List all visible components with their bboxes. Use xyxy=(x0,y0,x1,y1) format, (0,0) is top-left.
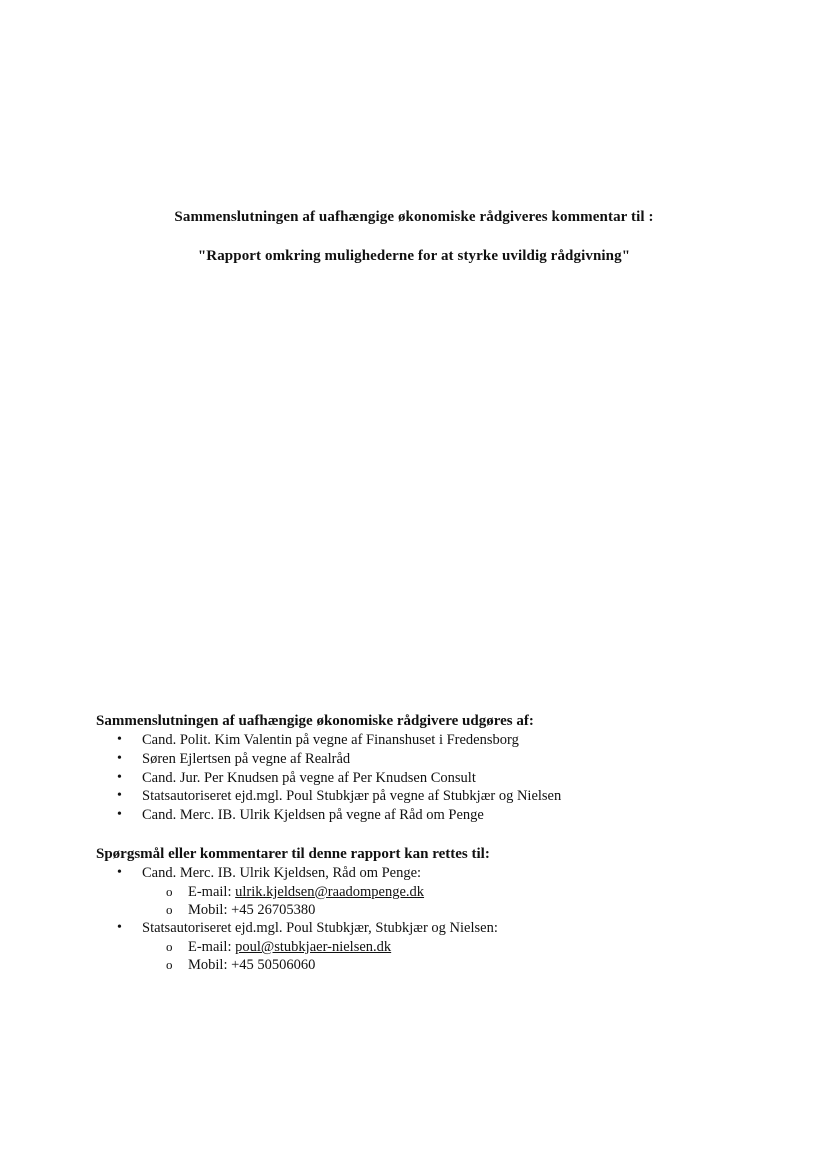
list-item xyxy=(96,731,776,750)
circle-bullet-icon: o xyxy=(166,957,173,973)
member-text: Cand. Polit. Kim Valentin på vegne af Finanshuset i Fredensborg xyxy=(142,732,519,748)
member-text: Søren Ejlertsen på vegne af Realråd xyxy=(142,750,351,767)
contact-list xyxy=(96,864,776,974)
circle-bullet-icon: o xyxy=(166,939,173,954)
contact-name: Statsautoriseret ejd.mgl. Poul Stubkjær, Stubkjær og Nielsen: xyxy=(142,920,498,937)
document-subtitle: "Rapport omkring mulighederne for at styrke uvildig rådgivning" xyxy=(197,248,631,264)
email-link[interactable]: ulrik.kjeldsen@raadompenge.dk xyxy=(235,883,425,900)
email-label: E-mail: xyxy=(188,939,236,955)
member-text: Cand. Jur. Per Knudsen på vegne af Per Knudsen Consult xyxy=(142,769,476,786)
contact-phone-row xyxy=(96,901,776,919)
list-item xyxy=(96,787,776,806)
contact-details xyxy=(142,883,776,919)
email-link[interactable]: poul@stubkjaer-nielsen.dk xyxy=(235,939,392,955)
circle-bullet-icon: o xyxy=(166,902,173,917)
bullet-icon: • xyxy=(117,769,122,785)
contact-phone-row xyxy=(96,956,776,974)
bullet-icon: • xyxy=(117,920,122,936)
contact-email-row xyxy=(96,883,776,901)
circle-bullet-icon: o xyxy=(166,883,173,899)
phone-text: Mobil: +45 50506060 xyxy=(188,957,316,974)
contact-person xyxy=(96,864,776,919)
contact-name: Cand. Merc. IB. Ulrik Kjeldsen, Råd om Penge: xyxy=(142,865,422,881)
bullet-icon: • xyxy=(117,750,122,766)
members-heading: Sammenslutningen af uafhængige økonomiske rådgivere udgøres af: xyxy=(96,713,534,729)
list-item xyxy=(96,750,776,769)
contact-person xyxy=(96,919,776,974)
document-title: Sammenslutningen af uafhængige økonomiske rådgiveres kommentar til : xyxy=(174,209,654,225)
members-section xyxy=(96,712,776,825)
members-list xyxy=(96,731,776,825)
phone-text: Mobil: +45 26705380 xyxy=(188,902,316,918)
contact-details xyxy=(142,938,776,974)
bullet-icon: • xyxy=(117,865,122,880)
email-label: E-mail: xyxy=(188,883,236,900)
bullet-icon: • xyxy=(117,807,122,823)
list-item xyxy=(96,806,776,825)
bullet-icon: • xyxy=(117,788,122,804)
bullet-icon: • xyxy=(117,732,122,747)
contact-heading: Spørgsmål eller kommentarer til denne rapport kan rettes til: xyxy=(96,846,490,862)
contact-email-row xyxy=(96,938,776,956)
contact-section xyxy=(96,845,776,974)
list-item xyxy=(96,769,776,788)
member-text: Statsautoriseret ejd.mgl. Poul Stubkjær på vegne af Stubkjær og Nielsen xyxy=(142,788,562,805)
member-text: Cand. Merc. IB. Ulrik Kjeldsen på vegne af Råd om Penge xyxy=(142,807,484,824)
